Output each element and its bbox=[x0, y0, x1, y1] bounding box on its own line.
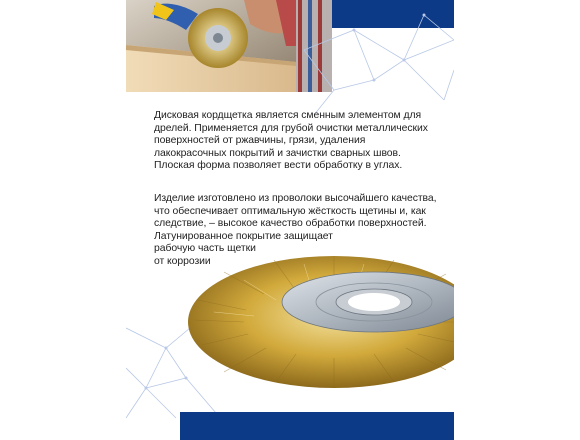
bottom-accent-band bbox=[180, 412, 454, 440]
text-line: поверхностей от ржавчины, грязи, удаления bbox=[154, 135, 366, 147]
text-line: Плоская форма позволяет вести обработку в углах. bbox=[154, 160, 403, 172]
wire-brush-product-image bbox=[184, 250, 454, 390]
text-line: лакокрасочных покрытий и зачистки сварных швов. bbox=[154, 147, 401, 159]
description-paragraph-1 bbox=[154, 110, 428, 173]
text-line: от коррозии bbox=[154, 255, 211, 267]
text-line: что обеспечивает оптимальную жёсткость щетины и, как bbox=[154, 205, 426, 217]
text-line: дрелей. Применяется для грубой очистки металлических bbox=[154, 122, 428, 134]
text-line: рабочую часть щетки bbox=[154, 243, 256, 255]
text-line: Дисковая кордщетка является сменным элементом для bbox=[154, 110, 422, 121]
product-card bbox=[126, 0, 454, 440]
text-line: следствие, – высокое качество обработки поверхностей. bbox=[154, 218, 427, 230]
decorative-lines-top bbox=[294, 10, 454, 120]
text-line: Латунированное покрытие защищает bbox=[154, 230, 333, 242]
text-line: Изделие изготовлено из проволоки высочайшего качества, bbox=[154, 193, 437, 204]
